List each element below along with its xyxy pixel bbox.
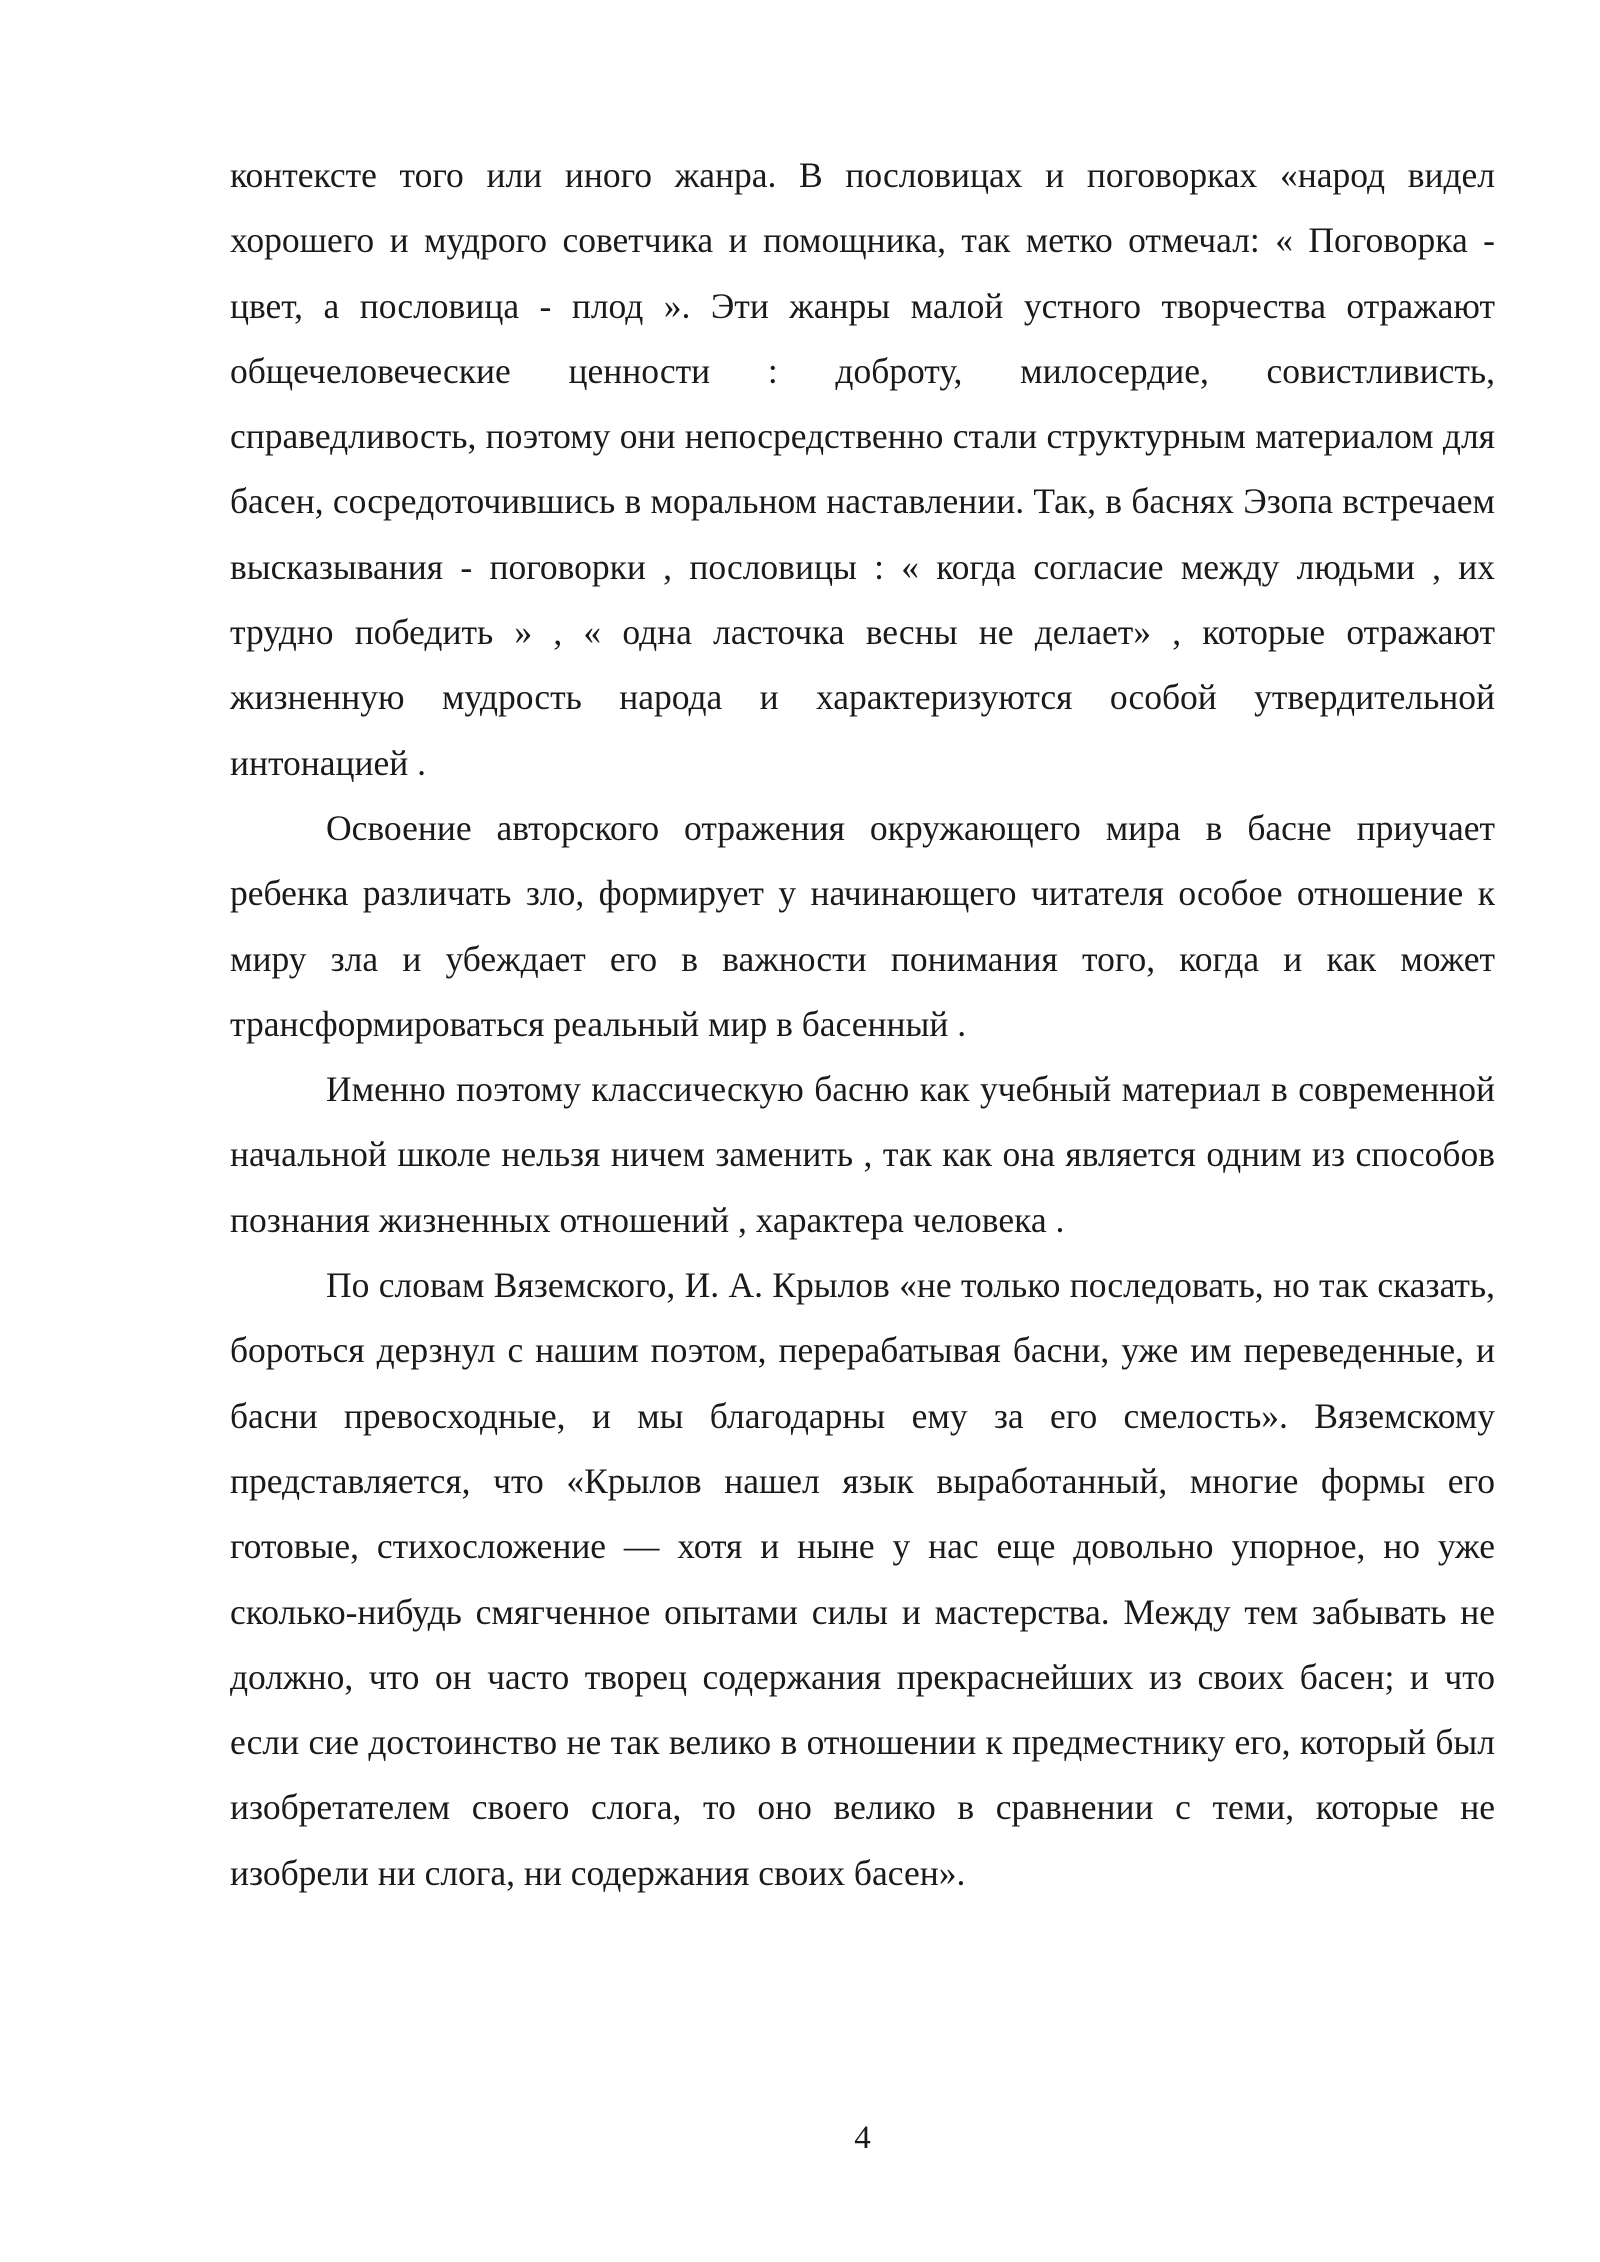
paragraph-classic-fable: Именно поэтому классическую басню как учебный материал в современной начальной школе нельзя ничем заменить , так как она является одним из способов познания жизненных отношений , характера человека . <box>230 1069 1495 1240</box>
paragraph-fable-world: Освоение авторского отражения окружающего мира в басне приучает ребенка различать зло, формирует у начинающего читателя особое отношение к миру зла и убеждает его в важности понимания того, когда и как может трансформироваться реальный мир в басенный . <box>230 807 1495 1044</box>
paragraph-vyazemsky-quote: По словам Вяземского, И. А. Крылов «не только последовать, но так сказать, бороться дерзнул с нашим поэтом, перерабатывая басни, уже им переведенные, и басни превосходные, и мы благодарны ему за его смелость». Вяземскому представляется, что «Крылов нашел язык выработанный, многие формы его готовые, стихосложение — хотя и ныне у нас еще довольно упорное, но уже сколько-нибудь смягченное опытами силы и мастерства. Между тем забывать не должно, что он часто творец содержания прекраснейших из своих басен; и что если сие достоинство не так велико в отношении к предместнику его, который был изобретателем своего слога, то оно велико в сравнении с теми, которые не изобрели ни слога, ни содержания своих басен». <box>230 1265 1495 1893</box>
page-number: 4 <box>854 2120 871 2156</box>
body-text <box>230 143 1495 1906</box>
paragraph-continuation: контексте того или иного жанра. В пословицах и поговорках «народ видел хорошего и мудрого советчика и помощника, так метко отмечал: « Поговорка - цвет, а пословица - плод ». Эти жанры малой устного творчества отражают общечеловеческие ценности : доброту, милосердие, совистливисть, справедливость, поэтому они непосредственно стали структурным материалом для басен, сосредоточившись в моральном наставлении. Так, в баснях Эзопа встречаем высказывания - поговорки , пословицы : « когда согласие между людьми , их трудно победить » , « одна ласточка весны не делает» , которые отражают жизненную мудрость народа и характеризуются особой утвердительной интонацией . <box>230 155 1495 783</box>
